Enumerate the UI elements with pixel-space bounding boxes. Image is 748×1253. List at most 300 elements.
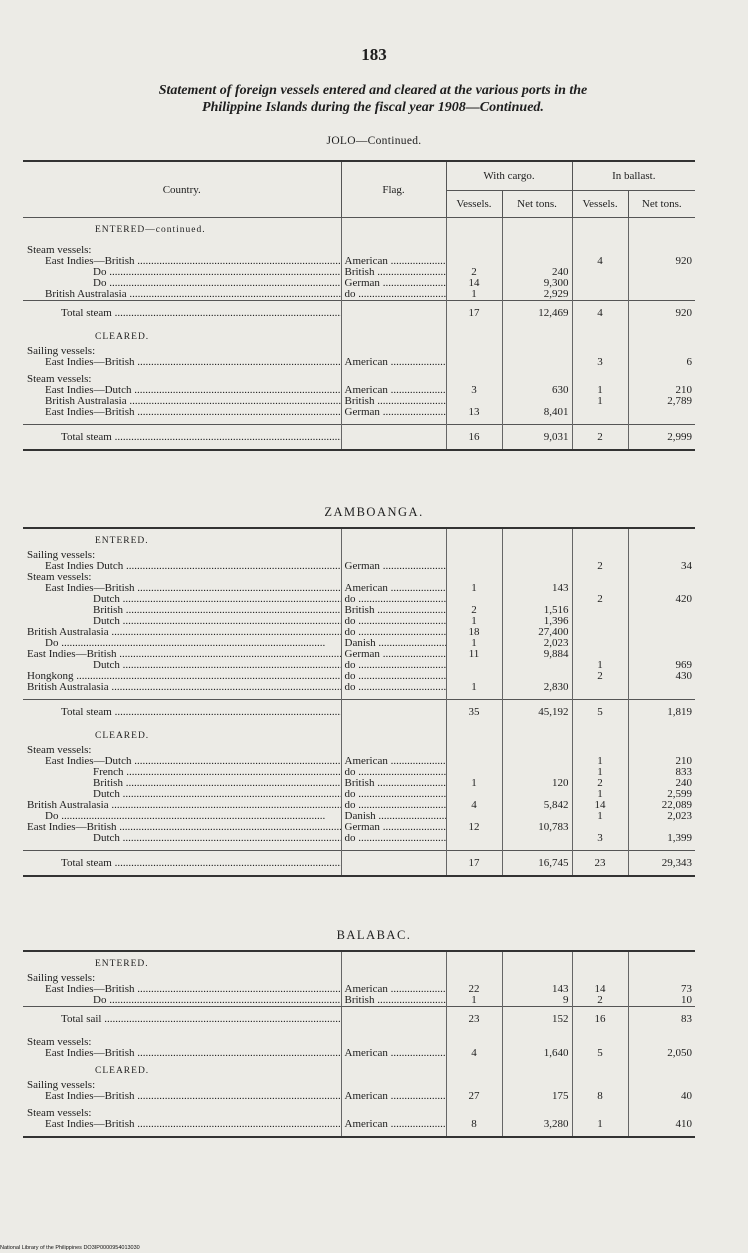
steam-vessels-label: Steam vessels: <box>27 1036 92 1048</box>
header-flag: Flag. <box>341 161 446 218</box>
total-label: Total steam ..... <box>23 301 341 326</box>
total-ballast-vessels: 16 <box>572 1007 628 1032</box>
empty-cell <box>446 724 502 745</box>
total-steam-row <box>23 851 695 877</box>
cargo-tons-cell: 1,516 <box>502 605 572 616</box>
empty-cell <box>502 1031 572 1048</box>
table-row <box>23 616 695 627</box>
empty-cell <box>341 218 446 240</box>
empty-cell <box>446 218 502 240</box>
ballast-tons-cell: 73 <box>628 984 695 995</box>
total-label: Total steam ..... <box>23 425 341 451</box>
empty-cell <box>628 724 695 745</box>
table-row <box>23 583 695 594</box>
flag-cell: German ..... <box>341 561 446 572</box>
flag-cell: do ..... <box>341 789 446 800</box>
empty-cell <box>502 1102 572 1119</box>
total-cargo-tons: 16,745 <box>502 851 572 877</box>
page-number: 183 <box>361 45 387 64</box>
total-cargo-vessels: 17 <box>446 301 502 326</box>
table-row <box>23 407 695 418</box>
country-cell: East Indies—British ..... <box>23 256 341 267</box>
table-row <box>23 800 695 811</box>
flag-cell: do ..... <box>341 833 446 844</box>
empty-cell <box>341 301 446 326</box>
cargo-tons-cell: 2,929 <box>502 289 572 301</box>
ballast-tons-cell: 210 <box>628 756 695 767</box>
total-cargo-vessels: 16 <box>446 425 502 451</box>
total-cargo-tons: 45,192 <box>502 700 572 725</box>
cleared-heading: CLEARED. <box>95 1066 150 1076</box>
entered-heading: ENTERED—continued. <box>95 225 206 235</box>
flag-cell: American ..... <box>341 756 446 767</box>
flag-cell: American ..... <box>341 984 446 995</box>
flag-cell: Danish ..... <box>341 811 446 822</box>
table-row <box>23 638 695 649</box>
table-row <box>23 627 695 638</box>
ballast-tons-cell: 34 <box>628 561 695 572</box>
header-vessels: Vessels. <box>446 191 502 218</box>
ballast-tons-cell <box>628 638 695 649</box>
ballast-vessels-cell: 2 <box>572 778 628 789</box>
steam-vessels-label: Steam vessels: <box>27 572 92 583</box>
cargo-tons-cell: 9,300 <box>502 278 572 289</box>
ballast-vessels-cell <box>572 289 628 301</box>
cargo-vessels-cell: 1 <box>446 616 502 627</box>
entered-heading: ENTERED. <box>95 959 149 969</box>
total-cargo-vessels: 17 <box>446 851 502 877</box>
empty-cell <box>502 528 572 550</box>
cargo-vessels-cell: 1 <box>446 778 502 789</box>
empty-cell <box>628 346 695 357</box>
empty-cell <box>628 218 695 240</box>
sailing-vessels-label: Sailing vessels: <box>27 346 96 357</box>
ballast-tons-cell: 420 <box>628 594 695 605</box>
table-row <box>23 239 695 256</box>
country-cell: East Indies Dutch ..... <box>23 561 341 572</box>
cleared-heading: CLEARED. <box>95 332 150 342</box>
ballast-tons-cell <box>628 407 695 418</box>
table-row <box>23 278 695 289</box>
ballast-vessels-cell <box>572 616 628 627</box>
flag-cell: do ..... <box>341 767 446 778</box>
flag-cell: British ..... <box>341 605 446 616</box>
empty-cell <box>446 951 502 973</box>
table-row <box>23 984 695 995</box>
empty-cell <box>502 346 572 357</box>
table-row <box>23 1130 695 1137</box>
cargo-tons-cell <box>502 561 572 572</box>
ballast-tons-cell <box>628 616 695 627</box>
ballast-vessels-cell: 1 <box>572 385 628 396</box>
cargo-tons-cell: 143 <box>502 583 572 594</box>
empty-cell <box>502 550 572 561</box>
flag-cell: British ..... <box>341 995 446 1007</box>
flag-cell: German ..... <box>341 278 446 289</box>
empty-cell <box>572 1031 628 1048</box>
total-steam-row <box>23 700 695 725</box>
ballast-vessels-cell: 5 <box>572 1048 628 1059</box>
cargo-vessels-cell: 27 <box>446 1091 502 1102</box>
flag-cell: British ..... <box>341 267 446 278</box>
empty-cell <box>572 218 628 240</box>
jolo-table <box>23 160 695 451</box>
cargo-tons-cell <box>502 357 572 368</box>
flag-cell: British ..... <box>341 396 446 407</box>
country-cell: Dutch ..... <box>23 616 341 627</box>
table-row <box>23 357 695 368</box>
empty-cell <box>341 1102 446 1119</box>
table-row <box>23 1048 695 1059</box>
ballast-tons-cell: 22,089 <box>628 800 695 811</box>
cargo-tons-cell: 8,401 <box>502 407 572 418</box>
table-row <box>23 811 695 822</box>
country-cell: East Indies—Dutch ..... <box>23 385 341 396</box>
empty-cell <box>628 325 695 346</box>
ballast-tons-cell: 1,399 <box>628 833 695 844</box>
table-row <box>23 605 695 616</box>
total-ballast-tons: 2,999 <box>628 425 695 451</box>
total-ballast-tons: 83 <box>628 1007 695 1032</box>
country-cell: British Australasia ..... <box>23 800 341 811</box>
empty-cell <box>446 550 502 561</box>
empty-cell <box>341 550 446 561</box>
total-label: Total sail ..... <box>23 1007 341 1032</box>
country-cell: East Indies—British ..... <box>23 1048 341 1059</box>
cargo-vessels-cell: 1 <box>446 682 502 693</box>
total-cargo-tons: 12,469 <box>502 301 572 326</box>
total-ballast-vessels: 4 <box>572 301 628 326</box>
table-row <box>23 682 695 693</box>
sailing-vessels-label: Sailing vessels: <box>27 1080 96 1091</box>
table-row <box>23 346 695 357</box>
ballast-vessels-cell: 3 <box>572 833 628 844</box>
empty-cell <box>628 1102 695 1119</box>
flag-cell: American ..... <box>341 1048 446 1059</box>
ballast-tons-cell <box>628 627 695 638</box>
empty-cell <box>572 951 628 973</box>
flag-cell: American ..... <box>341 256 446 267</box>
cargo-vessels-cell: 3 <box>446 385 502 396</box>
cargo-vessels-cell: 2 <box>446 267 502 278</box>
empty-cell <box>572 239 628 256</box>
country-cell: British ..... <box>23 778 341 789</box>
table-row <box>23 756 695 767</box>
empty-cell <box>341 700 446 725</box>
empty-cell <box>341 1059 446 1080</box>
flag-cell: do ..... <box>341 660 446 671</box>
empty-cell <box>341 346 446 357</box>
empty-cell <box>341 1031 446 1048</box>
country-cell: East Indies—British ..... <box>23 984 341 995</box>
empty-cell <box>341 745 446 756</box>
country-cell: East Indies—British ..... <box>23 822 341 833</box>
ballast-vessels-cell <box>572 278 628 289</box>
table-row <box>23 822 695 833</box>
header-in-ballast: In ballast. <box>572 161 695 191</box>
flag-cell: do ..... <box>341 671 446 682</box>
cargo-vessels-cell: 11 <box>446 649 502 660</box>
empty-cell <box>502 745 572 756</box>
title-line-2: Philippine Islands during the fiscal year 1908—Continued. <box>202 100 544 115</box>
empty-cell <box>572 1102 628 1119</box>
empty-cell <box>628 572 695 583</box>
cargo-vessels-cell <box>446 357 502 368</box>
cargo-tons-cell <box>502 833 572 844</box>
empty-cell <box>446 528 502 550</box>
empty-cell <box>502 1130 572 1137</box>
empty-cell <box>23 1130 341 1137</box>
country-cell: Do ..... <box>23 278 341 289</box>
ballast-vessels-cell: 14 <box>572 984 628 995</box>
ballast-vessels-cell <box>572 638 628 649</box>
table-row <box>23 572 695 583</box>
table-row <box>23 594 695 605</box>
empty-cell <box>572 325 628 346</box>
table-row <box>23 833 695 844</box>
empty-cell <box>341 851 446 877</box>
country-cell: East Indies—British ..... <box>23 407 341 418</box>
country-cell: British ..... <box>23 605 341 616</box>
cargo-vessels-cell: 12 <box>446 822 502 833</box>
flag-cell: British ..... <box>341 778 446 789</box>
total-ballast-tons: 920 <box>628 301 695 326</box>
ballast-vessels-cell: 1 <box>572 756 628 767</box>
ballast-tons-cell: 833 <box>628 767 695 778</box>
cargo-tons-cell: 175 <box>502 1091 572 1102</box>
empty-cell <box>341 1080 446 1091</box>
empty-cell <box>628 368 695 385</box>
empty-cell <box>502 724 572 745</box>
total-sail-row <box>23 1007 695 1032</box>
empty-cell <box>628 528 695 550</box>
empty-cell <box>572 528 628 550</box>
entered-heading: ENTERED. <box>95 536 149 546</box>
empty-cell <box>446 745 502 756</box>
total-ballast-vessels: 23 <box>572 851 628 877</box>
table-row <box>23 218 695 240</box>
empty-cell <box>572 572 628 583</box>
cargo-vessels-cell: 8 <box>446 1119 502 1130</box>
table-row <box>23 724 695 745</box>
cargo-vessels-cell: 14 <box>446 278 502 289</box>
ballast-tons-cell: 40 <box>628 1091 695 1102</box>
ballast-tons-cell: 2,023 <box>628 811 695 822</box>
section-subtitle-jolo: JOLO—Continued. <box>326 135 422 147</box>
flag-cell: do ..... <box>341 682 446 693</box>
country-cell: Do ..... <box>23 995 341 1007</box>
total-ballast-tons: 1,819 <box>628 700 695 725</box>
flag-cell: German ..... <box>341 822 446 833</box>
table-row <box>23 649 695 660</box>
ballast-vessels-cell: 2 <box>572 561 628 572</box>
ballast-tons-cell: 10 <box>628 995 695 1007</box>
sailing-vessels-label: Sailing vessels: <box>27 973 96 984</box>
country-cell: Dutch ..... <box>23 833 341 844</box>
empty-cell <box>446 1130 502 1137</box>
country-cell: East Indies—British ..... <box>23 583 341 594</box>
country-cell: East Indies—British ..... <box>23 357 341 368</box>
flag-cell: American ..... <box>341 1119 446 1130</box>
table-row <box>23 1031 695 1048</box>
table-row <box>23 951 695 973</box>
ballast-vessels-cell <box>572 267 628 278</box>
cargo-tons-cell: 9,884 <box>502 649 572 660</box>
country-cell: Do ..... <box>23 811 341 822</box>
cargo-tons-cell: 27,400 <box>502 627 572 638</box>
empty-cell <box>628 1031 695 1048</box>
cargo-vessels-cell: 4 <box>446 800 502 811</box>
sailing-vessels-label: Sailing vessels: <box>27 550 96 561</box>
empty-cell <box>502 325 572 346</box>
flag-cell: American ..... <box>341 583 446 594</box>
table-row <box>23 385 695 396</box>
empty-cell <box>628 951 695 973</box>
table-row <box>23 289 695 301</box>
table-row <box>23 1119 695 1130</box>
total-cargo-tons: 152 <box>502 1007 572 1032</box>
ballast-vessels-cell: 3 <box>572 357 628 368</box>
cleared-heading: CLEARED. <box>95 731 150 741</box>
empty-cell <box>502 218 572 240</box>
flag-cell: do ..... <box>341 289 446 301</box>
ballast-vessels-cell <box>572 605 628 616</box>
country-cell: East Indies—British ..... <box>23 1091 341 1102</box>
empty-cell <box>446 1102 502 1119</box>
library-footer: National Library of the Philippines DO3IP0000954013030 <box>0 1245 140 1251</box>
header-net-tons: Net tons. <box>628 191 695 218</box>
flag-cell: American ..... <box>341 1091 446 1102</box>
flag-cell: Danish ..... <box>341 638 446 649</box>
ballast-vessels-cell: 8 <box>572 1091 628 1102</box>
total-ballast-vessels: 5 <box>572 700 628 725</box>
ballast-vessels-cell: 4 <box>572 256 628 267</box>
ballast-tons-cell: 920 <box>628 256 695 267</box>
cargo-vessels-cell: 4 <box>446 1048 502 1059</box>
country-cell: British Australasia ..... <box>23 682 341 693</box>
cargo-tons-cell: 1,640 <box>502 1048 572 1059</box>
country-cell: Do ..... <box>23 638 341 649</box>
ballast-tons-cell <box>628 289 695 301</box>
region-title-balabac: BALABAC. <box>336 928 412 942</box>
empty-cell <box>572 1059 628 1080</box>
table-row <box>23 550 695 561</box>
steam-vessels-label: Steam vessels: <box>27 1107 92 1119</box>
empty-cell <box>628 239 695 256</box>
flag-cell: do ..... <box>341 594 446 605</box>
table-row <box>23 561 695 572</box>
country-cell: East Indies—British ..... <box>23 1119 341 1130</box>
table-row <box>23 1059 695 1080</box>
table-row <box>23 995 695 1007</box>
ballast-tons-cell: 240 <box>628 778 695 789</box>
region-title-zamboanga: ZAMBOANGA. <box>324 505 424 519</box>
ballast-vessels-cell <box>572 407 628 418</box>
table-row <box>23 1091 695 1102</box>
empty-cell <box>502 1059 572 1080</box>
ballast-vessels-cell: 1 <box>572 660 628 671</box>
cargo-vessels-cell <box>446 833 502 844</box>
empty-cell <box>572 368 628 385</box>
cargo-tons-cell: 5,842 <box>502 800 572 811</box>
empty-cell <box>446 239 502 256</box>
country-cell: Hongkong ..... <box>23 671 341 682</box>
table-row <box>23 325 695 346</box>
ballast-vessels-cell: 2 <box>572 594 628 605</box>
empty-cell <box>628 1059 695 1080</box>
cargo-tons-cell <box>502 756 572 767</box>
country-cell: Dutch ..... <box>23 594 341 605</box>
ballast-tons-cell <box>628 682 695 693</box>
country-cell: Do ..... <box>23 267 341 278</box>
table-row <box>23 660 695 671</box>
total-steam-row <box>23 425 695 451</box>
cargo-tons-cell <box>502 660 572 671</box>
table-row <box>23 1102 695 1119</box>
country-cell: East Indies—Dutch ..... <box>23 756 341 767</box>
empty-cell <box>628 1130 695 1137</box>
empty-cell <box>446 325 502 346</box>
flag-cell: German ..... <box>341 407 446 418</box>
empty-cell <box>341 1007 446 1032</box>
country-cell: French ..... <box>23 767 341 778</box>
ballast-vessels-cell: 2 <box>572 995 628 1007</box>
cargo-tons-cell: 3,280 <box>502 1119 572 1130</box>
ballast-tons-cell: 430 <box>628 671 695 682</box>
empty-cell <box>502 239 572 256</box>
ballast-tons-cell: 2,789 <box>628 396 695 407</box>
country-cell: East Indies—British ..... <box>23 649 341 660</box>
total-cargo-vessels: 23 <box>446 1007 502 1032</box>
empty-cell <box>341 572 446 583</box>
table-row <box>23 1080 695 1091</box>
table-row <box>23 368 695 385</box>
flag-cell: American ..... <box>341 385 446 396</box>
ballast-vessels-cell: 2 <box>572 671 628 682</box>
ballast-tons-cell: 6 <box>628 357 695 368</box>
empty-cell <box>341 239 446 256</box>
ballast-tons-cell: 210 <box>628 385 695 396</box>
balabac-table <box>23 950 695 1138</box>
ballast-vessels-cell: 14 <box>572 800 628 811</box>
ballast-vessels-cell <box>572 682 628 693</box>
cargo-vessels-cell: 1 <box>446 995 502 1007</box>
flag-cell: American ..... <box>341 357 446 368</box>
flag-cell: do ..... <box>341 800 446 811</box>
empty-cell <box>341 368 446 385</box>
table-row <box>23 528 695 550</box>
country-cell: British Australasia ..... <box>23 289 341 301</box>
ballast-tons-cell <box>628 267 695 278</box>
cargo-tons-cell: 2,023 <box>502 638 572 649</box>
table-row <box>23 778 695 789</box>
empty-cell <box>446 1031 502 1048</box>
table-row <box>23 267 695 278</box>
total-ballast-vessels: 2 <box>572 425 628 451</box>
empty-cell <box>572 1130 628 1137</box>
ballast-vessels-cell: 1 <box>572 767 628 778</box>
cargo-tons-cell: 240 <box>502 267 572 278</box>
total-label: Total steam ..... <box>23 700 341 725</box>
empty-cell <box>341 951 446 973</box>
ballast-vessels-cell <box>572 627 628 638</box>
empty-cell <box>446 1059 502 1080</box>
empty-cell <box>341 1130 446 1137</box>
cargo-tons-cell: 120 <box>502 778 572 789</box>
ballast-tons-cell: 969 <box>628 660 695 671</box>
ballast-tons-cell <box>628 278 695 289</box>
country-cell: Dutch ..... <box>23 660 341 671</box>
